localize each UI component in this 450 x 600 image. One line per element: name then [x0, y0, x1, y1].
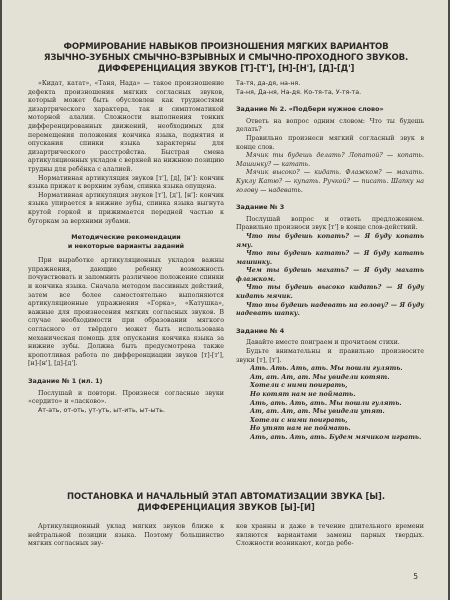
book-page	[2, 0, 448, 600]
task-text: Послушай вопрос и ответь предложением. Правильно произноси звук [т'] в конце слов-действий.	[236, 215, 424, 232]
task-text: Правильно произнеси мягкий согласный звук в конце слов.	[236, 134, 424, 151]
question-line: Что ты будешь надевать на голову? — Я буду надевать шапку.	[236, 301, 424, 318]
paragraph: Артикуляционный уклад мягких звуков ближе к нейтральной позиции языка. Поэтому большинство мягких согласных зву-	[28, 523, 224, 548]
question-line: Мячик высоко? — кидать. Флажком? — махать. Куклу Катю? — купать. Ручкой? — писать. Шапку на голову — надевать.	[236, 169, 424, 194]
paragraph: Нормативная артикуляция звуков [т'], [д'], [н']: кончик языка упирается в нижние зубы, спинка языка выгнута крутой горкой и прижимается передней частью к бугоркам за верхними зубами.	[28, 191, 224, 225]
syllable-lines: Та-тя, да-дя, на-ня. Та-ня, Да-ня, На-дя. Ко-тя-та, У-тя-та.	[236, 80, 362, 96]
left-column	[28, 80, 224, 415]
task-text: Ответь на вопрос одним словом: Что ты будешь делать?	[236, 117, 424, 134]
task-heading: Задание № 3	[236, 203, 285, 212]
question-line: Что ты будешь катать? — Я буду катать машинку.	[236, 250, 424, 266]
question-line: Мячик ты будешь делать? Лопатой? — копать. Машинку? — катать.	[236, 152, 424, 168]
section-title-2: ПОСТАНОВКА И НАЧАЛЬНЫЙ ЭТАП АВТОМАТИЗАЦИИ ЗВУКА [Ы]. ДИФФЕРЕНЦИАЦИЯ ЗВУКОВ [Ы]-[И]	[66, 491, 386, 512]
paragraph: При выработке артикуляционных укладов важны упражнения, дающие ребенку возможность почувствовать и запомнить различное положение спинки и кончика языка. Сначала методом пассивных действий, затем все более самостоятельно выполняются артикуляционные упражнения «Горка», «Катушка», важные для произнесения мягких согласных звуков. В случае необходимости при образовании мягкого согласного от твёрдого может быть использована механическая помощь для опускания кончика языка за нижние зубы. Должна быть предусмотрена также кропотливая работа по дифференциации звуков [т]-[т'], [н]-[н'], [д]-[д'].	[28, 257, 224, 368]
subheading: Методические рекомендации и некоторые варианты заданий	[67, 234, 185, 250]
question-line: Что ты будешь копать? — Я буду копать яму.	[236, 232, 424, 249]
question-line: Что ты будешь высоко кидать? — Я буду кидать мячик.	[236, 284, 424, 301]
question-line: Чем ты будешь махать? — Я буду махать флажком.	[236, 267, 424, 283]
paragraph: ков хранны и даже в течение длительного времени являются вариантами замены парных твердых. Сложности возникают, когда ребе-	[236, 523, 424, 548]
task-text: Послушай и повтори. Произнеси согласные звуки «сердито» и «ласково».	[28, 389, 224, 406]
task-heading: Задание № 1 (ил. 1)	[28, 377, 103, 385]
paragraph: «Кидат, катат», «Таня, Нада» — такое произношение дефекта произношения мягких согласных звуков, который может быть обусловлен как трудностями дизартрического характера, так и симптоматикой моторной алалии. Сложности выполнения тонких дифференцированных движений, необходимых для перемещения положения кончика языка, поднятия и опускания спинки языка характерны для дизартрического расстройства. Быстрая смена артикуляционных укладов с верхней на нижнюю позицию трудны для ребёнка с алалией.	[28, 80, 224, 173]
section-title: ФОРМИРОВАНИЕ НАВЫКОВ ПРОИЗНОШЕНИЯ МЯГКИХ ВАРИАНТОВ ЯЗЫЧНО-ЗУБНЫХ СМЫЧНО-ВЗРЫВНЫХ И СМЫЧНО-ПРОХОДНОГО ЗВУКОВ. ДИФФЕРЕНЦИАЦИЯ ЗВУКОВ [Т]-[Т'], [Н]-[Н'], [Д]-[Д']	[43, 42, 409, 74]
task-heading: Задание № 2. «Подбери нужное слово»	[236, 105, 384, 114]
task-heading: Задание № 4	[236, 326, 285, 335]
bottom-right-column	[236, 523, 424, 549]
syllable-line: Ат-ать, от-оть, ут-уть, ыт-ить, ыт-ыть.	[38, 406, 165, 414]
bottom-left-column	[28, 523, 224, 549]
right-column	[236, 80, 424, 443]
task-text: Давайте вместе поиграем и прочитаем стихи.	[246, 339, 400, 347]
page-number: 5	[413, 572, 418, 581]
poem: Ать. Ать. Ать, ать. Мы пошли гулять. Ат, ат. Ат, ат. Мы увидели котят. Хотели с ними поиграть, Но котят нам не поймать. Ать, ать. Ать, ать. Мы пошли гулять. Ат, ат. Ат, ат. Мы увидели утят. Хотели с ними поиграть, Но утят нам не поймать. Ать, ать. Ать, ать. Будем мячиком играть.	[250, 365, 422, 441]
task-text: Будьте внимательны и правильно произносите звуки [т], [т'].	[236, 348, 424, 364]
paragraph: Нормативная артикуляция звуков [т'], [д], [н']: кончик языка прижат к верхним зубам, спинка языка опущена.	[28, 174, 224, 191]
